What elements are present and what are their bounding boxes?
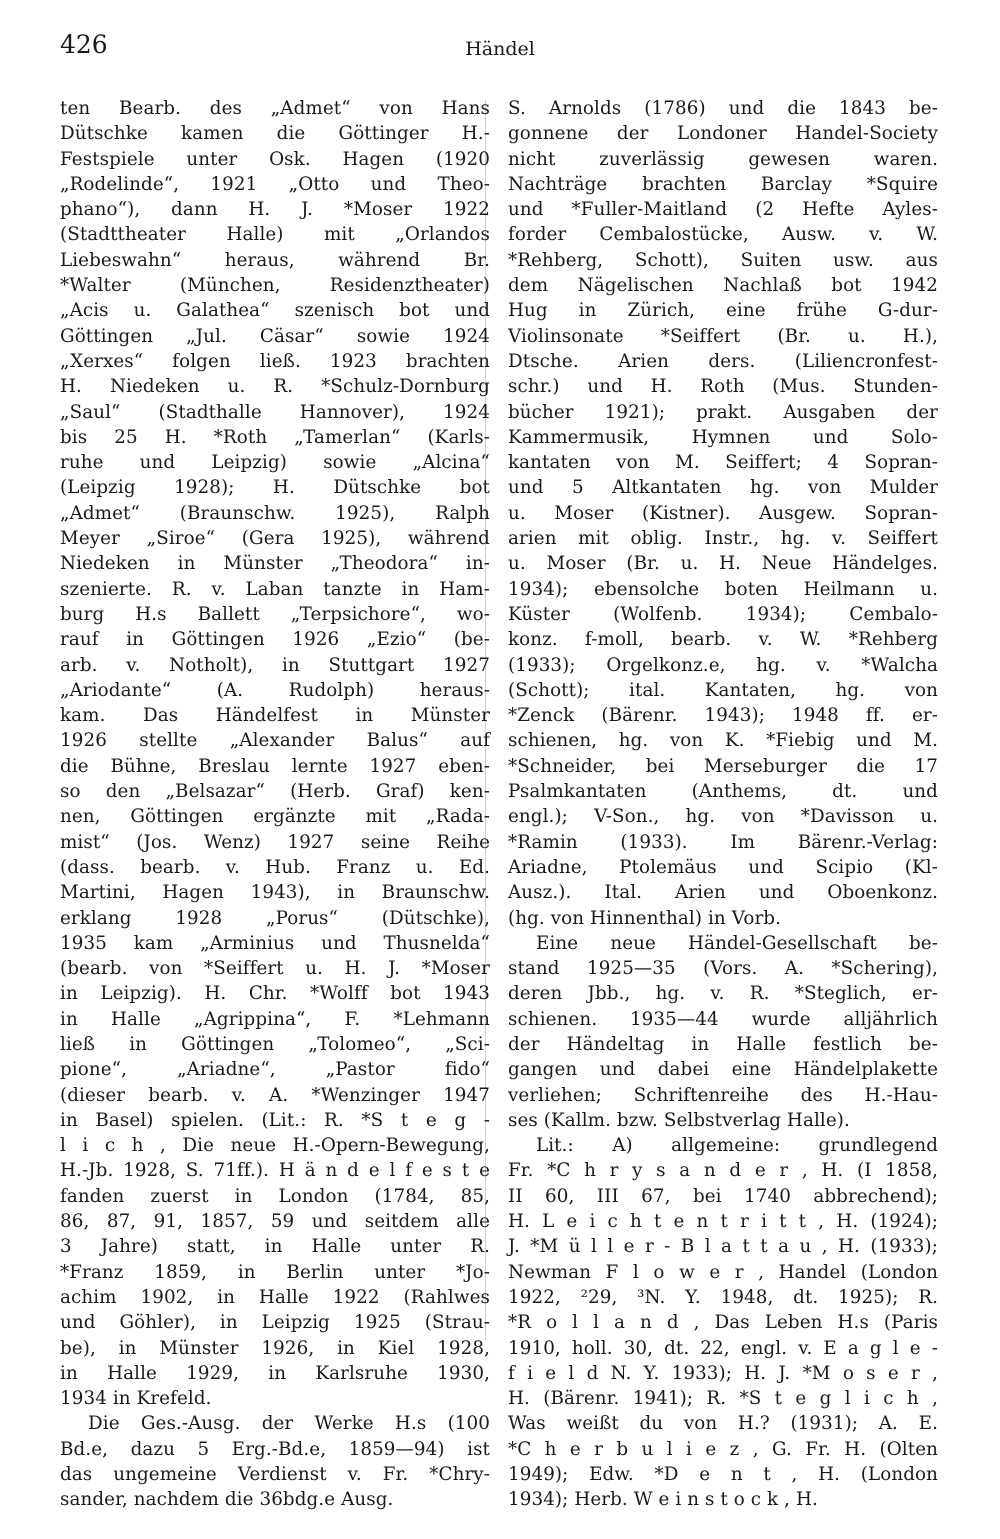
text-line: konz. f-moll, bearb. v. W. *Rehberg bbox=[508, 629, 938, 651]
text-line: Küster (Wolfenb. 1934); Cembalo- bbox=[508, 603, 938, 625]
text-line: *R o l l a n d , Das Leben H.s (Paris bbox=[508, 1312, 938, 1334]
text-line: Niedeken in Münster „Theodora“ in- bbox=[60, 553, 490, 575]
text-line: bis 25 H. *Roth „Tamerlan“ (Karls- bbox=[60, 426, 490, 448]
text-line: das ungemeine Verdienst v. Fr. *Chry- bbox=[60, 1464, 490, 1486]
text-line: Violinsonate *Seiffert (Br. u. H.), bbox=[508, 325, 938, 347]
text-line: achim 1902, in Halle 1922 (Rahlwes bbox=[60, 1286, 490, 1308]
text-line: (bearb. von *Seiffert u. H. J. *Moser bbox=[60, 958, 490, 980]
text-line: 86, 87, 91, 1857, 59 und seitdem alle bbox=[60, 1211, 490, 1233]
text-line: (Schott); ital. Kantaten, hg. von bbox=[508, 679, 938, 701]
text-line: *Rehberg, Schott), Suiten usw. aus bbox=[508, 249, 938, 271]
text-line: der Händeltag in Halle festlich be- bbox=[508, 1033, 938, 1055]
text-line: (dass. bearb. v. Hub. Franz u. Ed. bbox=[60, 856, 490, 878]
text-line: nicht zuverlässig gewesen waren. bbox=[508, 148, 938, 170]
text-line: sander, nachdem die 36bdg.e Ausg. bbox=[60, 1489, 394, 1511]
text-line: „Admet“ (Braunschw. 1925), Ralph bbox=[60, 502, 490, 524]
text-line: burg H.s Ballett „Terpsichore“, wo- bbox=[60, 603, 490, 625]
text-line: ließ in Göttingen „Tolomeo“, „Sci- bbox=[60, 1033, 490, 1055]
text-line: Dütschke kamen die Göttinger H.- bbox=[60, 123, 490, 145]
text-line: II 60, III 67, bei 1740 abbrechend); bbox=[508, 1185, 938, 1207]
text-line: Newman F l o w e r , Handel (London bbox=[508, 1261, 938, 1283]
text-line: *Zenck (Bärenr. 1943); 1948 ff. er- bbox=[508, 705, 938, 727]
text-line: „Rodelinde“, 1921 „Otto und Theo- bbox=[60, 173, 490, 195]
text-line: Psalmkantaten (Anthems, dt. und bbox=[508, 781, 938, 803]
text-line: Lit.: A) allgemeine: grundlegend bbox=[536, 1135, 938, 1157]
text-line: in Leipzig). H. Chr. *Wolff bot 1943 bbox=[60, 983, 490, 1005]
text-line: Meyer „Siroe“ (Gera 1925), während bbox=[60, 528, 490, 550]
text-line: dem Nägelischen Nachlaß bot 1942 bbox=[508, 275, 938, 297]
text-line: *Schneider, bei Merseburger die 17 bbox=[508, 755, 938, 777]
text-line: *Ramin (1933). Im Bärenr.-Verlag: bbox=[508, 831, 938, 853]
text-line: und *Fuller-Maitland (2 Hefte Ayles- bbox=[508, 199, 938, 221]
text-line: nen, Göttingen ergänzte mit „Rada- bbox=[60, 806, 490, 828]
text-line: (Stadttheater Halle) mit „Orlandos bbox=[60, 224, 490, 246]
text-line: *Franz 1859, in Berlin unter *Jo- bbox=[60, 1261, 490, 1283]
left-column bbox=[60, 96, 490, 1513]
text-line: 1922, ²29, ³N. Y. 1948, dt. 1925); R. bbox=[508, 1286, 938, 1308]
text-line: gangen und dabei eine Händelplakette bbox=[508, 1059, 938, 1081]
text-line: Kammermusik, Hymnen und Solo- bbox=[508, 426, 938, 448]
text-line: kantaten von M. Seiffert; 4 Sopran- bbox=[508, 452, 938, 474]
text-line: Göttingen „Jul. Cäsar“ sowie 1924 bbox=[60, 325, 490, 347]
text-line: H. L e i c h t e n t r i t t , H. (1924); bbox=[508, 1211, 938, 1233]
text-line: in Halle „Agrippina“, F. *Lehmann bbox=[60, 1008, 490, 1030]
text-line: 1949); Edw. *D e n t , H. (London bbox=[508, 1464, 938, 1486]
text-line: „Acis u. Galathea“ szenisch bot und bbox=[60, 300, 490, 322]
text-line: phano“), dann H. J. *Moser 1922 bbox=[60, 199, 490, 221]
text-line: in Halle 1929, in Karlsruhe 1930, bbox=[60, 1362, 490, 1384]
text-line: 1934); Herb. W e i n s t o c k , H. bbox=[508, 1489, 818, 1511]
text-line: l i c h , Die neue H.-Opern-Bewegung, bbox=[60, 1135, 490, 1157]
text-line: H. Niedeken u. R. *Schulz-Dornburg bbox=[60, 376, 490, 398]
text-line: Festspiele unter Osk. Hagen (1920 bbox=[60, 148, 490, 170]
text-line: „Ariodante“ (A. Rudolph) heraus- bbox=[60, 679, 490, 701]
text-line: engl.); V-Son., hg. von *Davisson u. bbox=[508, 806, 938, 828]
text-line: 3 Jahre) statt, in Halle unter R. bbox=[60, 1236, 490, 1258]
text-line: gonnene der Londoner Handel-Society bbox=[508, 123, 938, 145]
text-line: be), in Münster 1926, in Kiel 1928, bbox=[60, 1337, 490, 1359]
text-line: fanden zuerst in London (1784, 85, bbox=[60, 1185, 490, 1207]
text-line: Was weißt du von H.? (1931); A. E. bbox=[508, 1413, 938, 1435]
text-line: (Leipzig 1928); H. Dütschke bot bbox=[60, 477, 490, 499]
text-line: und 5 Altkantaten hg. von Mulder bbox=[508, 477, 938, 499]
text-line: deren Jbb., hg. v. R. *Steglich, er- bbox=[508, 983, 938, 1005]
running-title: Händel bbox=[465, 38, 535, 60]
text-line: 1934 in Krefeld. bbox=[60, 1388, 212, 1410]
text-line: Ausz.). Ital. Arien und Oboenkonz. bbox=[508, 882, 938, 904]
text-line: Bd.e, dazu 5 Erg.-Bd.e, 1859—94) ist bbox=[60, 1438, 490, 1460]
text-line: arien mit oblig. Instr., hg. v. Seiffert bbox=[508, 528, 938, 550]
text-line: (dieser bearb. v. A. *Wenzinger 1947 bbox=[60, 1084, 490, 1106]
text-line: 1926 stellte „Alexander Balus“ auf bbox=[60, 730, 490, 752]
text-line: u. Moser (Br. u. H. Neue Händelges. bbox=[508, 553, 938, 575]
text-line: *Walter (München, Residenztheater) bbox=[60, 275, 490, 297]
text-line: arb. v. Notholt), in Stuttgart 1927 bbox=[60, 654, 490, 676]
text-line: erklang 1928 „Porus“ (Dütschke), bbox=[60, 907, 490, 929]
text-line: 1935 kam „Arminius und Thusnelda“ bbox=[60, 932, 490, 954]
text-line: Fr. *C h r y s a n d e r , H. (I 1858, bbox=[508, 1160, 938, 1182]
text-line: so den „Belsazar“ (Herb. Graf) ken- bbox=[60, 781, 490, 803]
page-number: 426 bbox=[60, 30, 108, 59]
text-line: rauf in Göttingen 1926 „Ezio“ (be- bbox=[60, 629, 490, 651]
text-line: Liebeswahn“ heraus, während Br. bbox=[60, 249, 490, 271]
text-line: H. (Bärenr. 1941); R. *S t e g l i c h , bbox=[508, 1388, 938, 1410]
page-header bbox=[60, 30, 940, 80]
text-line: f i e l d N. Y. 1933); H. J. *M o s e r , bbox=[508, 1362, 938, 1384]
text-line: kam. Das Händelfest in Münster bbox=[60, 705, 490, 727]
text-line: in Basel) spielen. (Lit.: R. *S t e g - bbox=[60, 1109, 490, 1131]
text-line: Die Ges.-Ausg. der Werke H.s (100 bbox=[88, 1413, 490, 1435]
text-line: stand 1925—35 (Vors. A. *Schering), bbox=[508, 958, 938, 980]
right-column bbox=[508, 96, 938, 1513]
text-line: *C h e r b u l i e z , G. Fr. H. (Olten bbox=[508, 1438, 938, 1460]
text-line: (hg. von Hinnenthal) in Vorb. bbox=[508, 907, 782, 929]
text-line: Hug in Zürich, eine frühe G-dur- bbox=[508, 300, 938, 322]
text-line: schr.) und H. Roth (Mus. Stunden- bbox=[508, 376, 938, 398]
text-line: ruhe und Leipzig) sowie „Alcina“ bbox=[60, 452, 490, 474]
text-line: pione“, „Ariadne“, „Pastor fido“ bbox=[60, 1059, 490, 1081]
text-line: 1934); ebensolche boten Heilmann u. bbox=[508, 578, 938, 600]
text-line: szenierte. R. v. Laban tanzte in Ham- bbox=[60, 578, 490, 600]
text-line: „Xerxes“ folgen ließ. 1923 brachten bbox=[60, 350, 490, 372]
text-line: S. Arnolds (1786) und die 1843 be- bbox=[508, 98, 938, 119]
text-line: J. *M ü l l e r - B l a t t a u , H. (1933); bbox=[508, 1236, 938, 1258]
text-line: schienen. 1935—44 wurde alljährlich bbox=[508, 1008, 938, 1030]
text-line: ses (Kallm. bzw. Selbstverlag Halle). bbox=[508, 1109, 850, 1131]
text-line: Nachträge brachten Barclay *Squire bbox=[508, 173, 938, 195]
text-line: und Göhler), in Leipzig 1925 (Strau- bbox=[60, 1312, 490, 1334]
text-line: „Saul“ (Stadthalle Hannover), 1924 bbox=[60, 401, 490, 423]
text-line: u. Moser (Kistner). Ausgew. Sopran- bbox=[508, 502, 938, 524]
text-line: die Bühne, Breslau lernte 1927 eben- bbox=[60, 755, 490, 777]
text-line: bücher 1921); prakt. Ausgaben der bbox=[508, 401, 938, 423]
text-line: (1933); Orgelkonz.e, hg. v. *Walcha bbox=[508, 654, 938, 676]
text-line: Dtsche. Arien ders. (Liliencronfest- bbox=[508, 350, 938, 372]
text-line: schienen, hg. von K. *Fiebig und M. bbox=[508, 730, 938, 752]
text-line: Martini, Hagen 1943), in Braunschw. bbox=[60, 882, 490, 904]
text-line: ten Bearb. des „Admet“ von Hans bbox=[60, 98, 490, 119]
text-line: Ariadne, Ptolemäus und Scipio (Kl- bbox=[508, 856, 938, 878]
text-line: forder Cembalostücke, Ausw. v. W. bbox=[508, 224, 938, 246]
text-line: Eine neue Händel-Gesellschaft be- bbox=[536, 932, 938, 954]
text-line: mist“ (Jos. Wenz) 1927 seine Reihe bbox=[60, 831, 490, 853]
text-line: 1910, holl. 30, dt. 22, engl. v. E a g l e - bbox=[508, 1337, 938, 1359]
text-line: H.-Jb. 1928, S. 71ff.). H ä n d e l f e s t e bbox=[60, 1160, 490, 1182]
text-line: verliehen; Schriftenreihe des H.-Hau- bbox=[508, 1084, 938, 1106]
